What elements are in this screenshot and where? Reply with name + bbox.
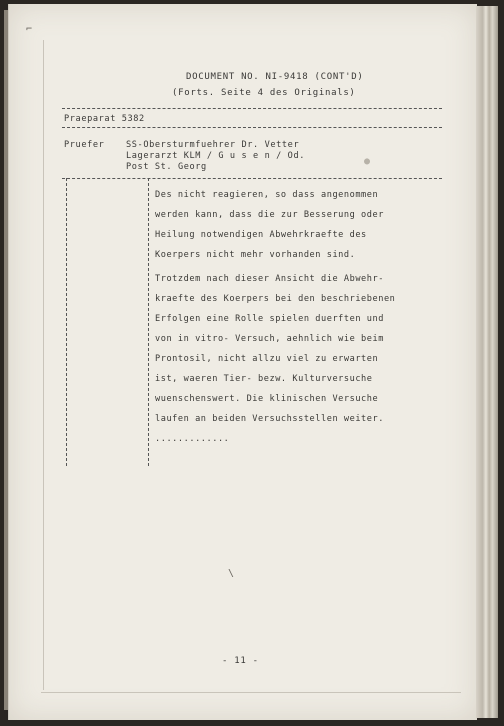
pruefer-line-3: Post St. Georg [126,162,207,172]
left-margin-line [43,40,44,690]
table-left-column-line [66,178,67,466]
praeparat-label: Praeparat 5382 [64,114,145,124]
body-line: werden kann, dass die zur Besserung oder [155,210,384,220]
document-number: DOCUMENT NO. NI-9418 (CONT'D) [186,72,364,82]
body-line: laufen an beiden Versuchsstellen weiter. [155,414,384,424]
pruefer-line-2: Lagerarzt KLM / G u s e n / Od. [126,151,305,161]
ellipsis-dots: ............. [155,434,230,444]
pruefer-label: Pruefer [64,140,105,150]
pin-mark-top-left: ⌐ [26,24,33,35]
table-rule-pruefer [62,178,442,179]
body-line: Prontosil, nicht allzu viel zu erwarten [155,354,379,364]
smudge-mark: ● [364,156,371,167]
stacked-page-edges [476,6,498,718]
body-line: Koerpers nicht mehr vorhanden sind. [155,250,356,260]
pencil-tick-mark: \ [228,568,235,579]
page-number: - 11 - [222,656,259,666]
body-line: Trotzdem nach dieser Ansicht die Abwehr- [155,274,384,284]
body-line: Des nicht reagieren, so dass angenommen [155,190,379,200]
body-line: Erfolgen eine Rolle spielen duerften und [155,314,384,324]
table-rule-top [62,108,442,109]
body-line: von in vitro- Versuch, aehnlich wie beim [155,334,384,344]
bottom-margin-line [41,692,461,693]
body-line: kraefte des Koerpers bei den beschriebenen [155,294,396,304]
pruefer-line-1: SS-Obersturmfuehrer Dr. Vetter [126,140,300,150]
table-inner-column-line [148,178,149,466]
body-line: ist, waeren Tier- bezw. Kulturversuche [155,374,373,384]
original-page-reference: (Forts. Seite 4 des Originals) [172,88,356,98]
table-rule-praeparat [62,127,442,128]
body-line: Heilung notwendigen Abwehrkraefte des [155,230,367,240]
body-line: wuenschenswert. Die klinischen Versuche [155,394,379,404]
